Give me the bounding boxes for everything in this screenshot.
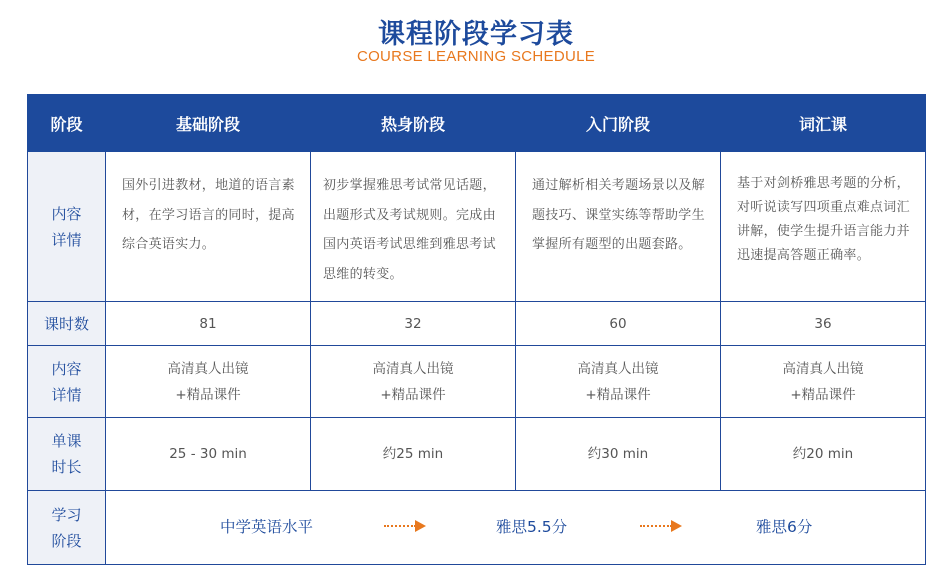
progress-step-middle: 雅思5.5分 (496, 517, 568, 536)
column-header-warmup: 热身阶段 (311, 95, 516, 152)
page-title: 课程阶段学习表 (378, 19, 574, 50)
table-cell: 初步掌握雅思考试常见话题，出题形式及考试规则。完成由国内英语考试思维到雅思考试思维的转变。 (311, 152, 516, 302)
table-cell: 约30 min (516, 418, 721, 491)
learning-progress-cell (106, 491, 926, 565)
table-cell: 约25 min (311, 418, 516, 491)
page-subtitle: COURSE LEARNING SCHEDULE (356, 48, 596, 65)
table-cell: 32 (311, 302, 516, 346)
row-header-lesson-duration: 单课时长 (28, 418, 106, 491)
table-row-content-details (28, 152, 926, 302)
row-header-content-details: 内容详情 (28, 152, 106, 302)
table-row-lesson-duration (28, 418, 926, 491)
column-header-vocabulary: 词汇课 (721, 95, 926, 152)
dotted-arrow-right-icon (640, 520, 682, 532)
column-header-basic: 基础阶段 (106, 95, 311, 152)
table-cell: 高清真人出镜 +精品课件 (721, 346, 926, 418)
table-cell: 通过解析相关考题场景以及解题技巧、课堂实练等帮助学生掌握所有题型的出题套路。 (516, 152, 721, 302)
row-header-lesson-count: 课时数 (28, 302, 106, 346)
table-cell: 约20 min (721, 418, 926, 491)
row-header-content-format: 内容详情 (28, 346, 106, 418)
learning-progress (106, 492, 925, 564)
table-cell: 国外引进教材，地道的语言素材，在学习语言的同时，提高综合英语实力。 (106, 152, 311, 302)
table-cell: 高清真人出镜 +精品课件 (311, 346, 516, 418)
row-header-learning-stage: 学习阶段 (28, 491, 106, 565)
table-cell: 高清真人出镜 +精品课件 (106, 346, 311, 418)
schedule-table (27, 94, 926, 565)
table-cell: 25 - 30 min (106, 418, 311, 491)
header-row (28, 95, 926, 152)
table-cell: 60 (516, 302, 721, 346)
dotted-arrow-right-icon (384, 520, 426, 532)
table-row-content-format (28, 346, 926, 418)
progress-step-start: 中学英语水平 (220, 517, 314, 536)
table-cell: 高清真人出镜 +精品课件 (516, 346, 721, 418)
table-cell: 36 (721, 302, 926, 346)
table-cell: 基于对剑桥雅思考题的分析，对听说读写四项重点难点词汇讲解，使学生提升语言能力并迅速提高答题正确率。 (721, 152, 926, 302)
column-header-stage: 阶段 (28, 95, 106, 152)
table-cell: 81 (106, 302, 311, 346)
table-row-lesson-count (28, 302, 926, 346)
column-header-intro: 入门阶段 (516, 95, 721, 152)
table-row-learning-stage (28, 491, 926, 565)
progress-step-end: 雅思6分 (756, 517, 813, 536)
